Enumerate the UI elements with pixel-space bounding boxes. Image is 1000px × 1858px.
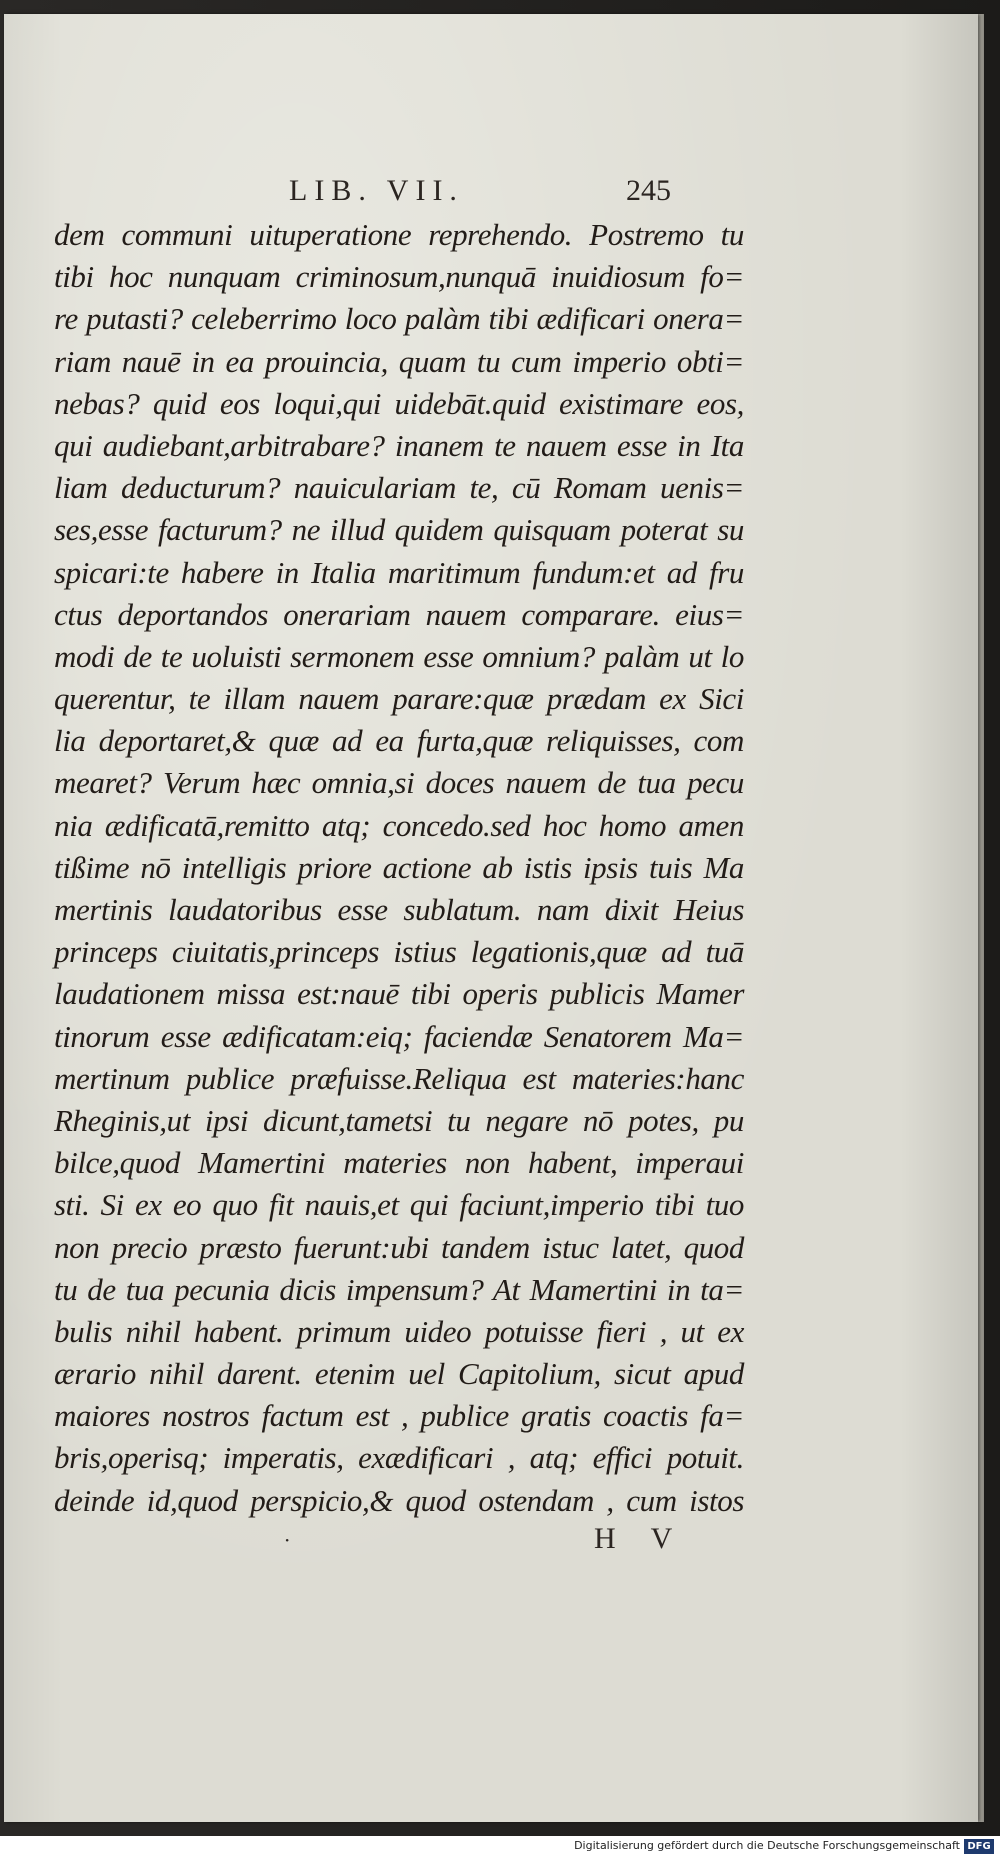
text-line: deinde id,quod perspicio,& quod ostendam , cum istos	[54, 1482, 744, 1518]
text-line: nebas? quid eos loqui,qui uidebāt.quid existimare eos,	[54, 385, 744, 421]
text-line: Rheginis,ut ipsi dicunt,tametsi tu negare nō potes, pu	[54, 1102, 744, 1138]
text-line: mertinis laudatoribus esse sublatum. nam dixit Heius	[54, 892, 744, 927]
text-line: ærario nihil darent. etenim uel Capitolium, sicut apud	[54, 1356, 744, 1392]
text-line: bris,operisq; imperatis, exædificari , atq; effici potuit.	[54, 1440, 744, 1476]
text-line: tinorum esse ædificatam:eiq; faciendæ Senatorem Ma=	[54, 1018, 744, 1054]
text-line: tibi hoc nunquam criminosum,nunquā inuidiosum fo=	[54, 259, 744, 295]
page-number: 245	[626, 174, 671, 207]
text-line: lia deportaret,& quæ ad ea furta,quæ reliquisses, com	[54, 723, 744, 759]
text-line: princeps ciuitatis,princeps istius legationis,quæ ad tuā	[54, 934, 744, 970]
text-line: liam deducturum? nauiculariam te, cū Romam uenis=	[54, 470, 744, 506]
text-line: mertinum publice præfuisse.Reliqua est materies:hanc	[54, 1060, 744, 1096]
dfg-logo-icon: DFG	[964, 1839, 994, 1854]
page-header	[4, 174, 978, 214]
text-line: modi de te uoluisti sermonem esse omnium? palàm ut lo	[54, 638, 744, 674]
text-line: sti. Si ex eo quo fit nauis,et qui faciunt,imperio tibi tuo	[54, 1187, 744, 1223]
text-line: nia ædificatā,remitto atq; concedo.sed hoc homo amen	[54, 807, 744, 843]
text-line: laudationem missa est:nauē tibi operis publicis Mamer	[54, 976, 744, 1012]
text-line: bulis nihil habent. primum uideo potuisse fieri , ut ex	[54, 1313, 744, 1349]
catchword-line	[4, 1522, 978, 1562]
footer-bar	[0, 1836, 1000, 1858]
page-edge	[978, 14, 984, 1822]
text-line: riam nauē in ea prouincia, quam tu cum imperio obti=	[54, 343, 744, 379]
text-line: maiores nostros factum est , publice gratis coactis fa=	[54, 1398, 744, 1434]
text-line: ctus deportandos onerariam nauem comparare. eius=	[54, 596, 744, 632]
text-line: re putasti? celeberrimo loco palàm tibi ædificari onera=	[54, 301, 744, 337]
text-line: dem communi uituperatione reprehendo. Postremo tu	[54, 217, 744, 252]
text-line: tißime nō intelligis priore actione ab istis ipsis tuis Ma	[54, 849, 744, 885]
catchword-mark: ·	[284, 1528, 291, 1552]
funding-credit: Digitalisierung gefördert durch die Deutsche Forschungsgemeinschaft	[574, 1839, 960, 1852]
text-line: tu de tua pecunia dicis impensum? At Mamertini in ta=	[54, 1271, 744, 1307]
text-line: querentur, te illam nauem parare:quæ prædam ex Sici	[54, 681, 744, 717]
text-line: non precio præsto fuerunt:ubi tandem istuc latet, quod	[54, 1229, 744, 1265]
text-line: bilce,quod Mamertini materies non habent, imperaui	[54, 1145, 744, 1181]
text-line: mearet? Verum hæc omnia,si doces nauem de tua pecu	[54, 765, 744, 801]
signature-mark: H V	[594, 1522, 687, 1555]
running-head: LIB. VII.	[289, 174, 464, 207]
text-line: spicari:te habere in Italia maritimum fundum:et ad fru	[54, 554, 744, 590]
text-line: qui audiebant,arbitrabare? inanem te nauem esse in Ita	[54, 427, 744, 463]
book-page	[4, 14, 978, 1822]
text-line: ses,esse facturum? ne illud quidem quisquam poterat su	[54, 512, 744, 548]
text-block	[54, 214, 744, 1522]
